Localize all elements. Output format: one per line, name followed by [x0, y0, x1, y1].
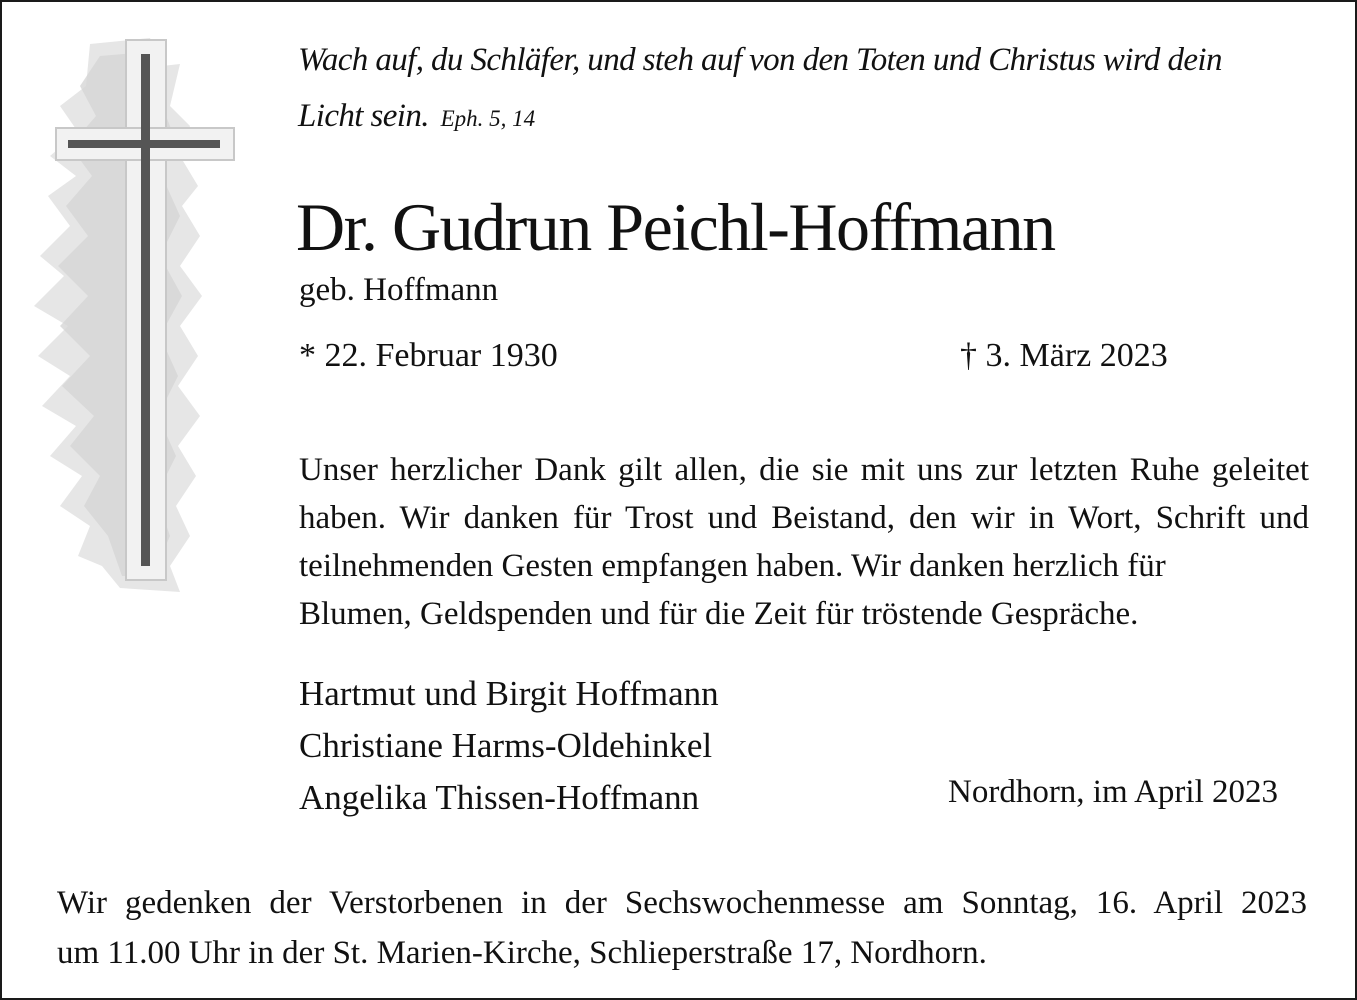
- message-line: haben. Wir danken für Trost und Beistand, den wir in Wort, Schrift und: [299, 500, 1309, 536]
- signers-list: [299, 668, 719, 824]
- memorial-service-info: [57, 878, 1307, 978]
- memorial-line: um 11.00 Uhr in der St. Marien-Kirche, Schlieperstraße 17, Nordhorn.: [57, 935, 987, 971]
- message-line: teilnehmenden Gesten empfangen haben. Wir danken herzlich für: [299, 548, 1166, 584]
- signer: Angelika Thissen-Hoffmann: [299, 778, 700, 817]
- bible-verse-reference: Eph. 5, 14: [440, 106, 536, 131]
- birth-date: * 22. Februar 1930: [299, 337, 558, 374]
- bible-verse-text: Licht sein.: [298, 98, 429, 134]
- place-and-date: Nordhorn, im April 2023: [948, 774, 1278, 810]
- memorial-line: Wir gedenken der Verstorbenen in der Sechswochenmesse am Sonntag, 16. April 2023: [57, 885, 1307, 921]
- message-line: Unser herzlicher Dank gilt allen, die sie mit uns zur letzten Ruhe geleitet: [299, 452, 1309, 488]
- message-line: Blumen, Geldspenden und für die Zeit für tröstende Gespräche.: [299, 596, 1139, 632]
- bible-verse-line-2: [298, 98, 535, 135]
- bible-verse-line-1: Wach auf, du Schläfer, und steh auf von den Toten und Christus wird dein: [298, 42, 1222, 78]
- signer: Christiane Harms-Oldehinkel: [299, 726, 713, 765]
- deceased-name: Dr. Gudrun Peichl-Hoffmann: [296, 189, 1055, 265]
- death-date: † 3. März 2023: [960, 337, 1168, 374]
- signer: Hartmut und Birgit Hoffmann: [299, 674, 719, 713]
- thank-you-message: [299, 446, 1309, 638]
- cross-icon: [30, 36, 240, 596]
- maiden-name: geb. Hoffmann: [299, 272, 499, 308]
